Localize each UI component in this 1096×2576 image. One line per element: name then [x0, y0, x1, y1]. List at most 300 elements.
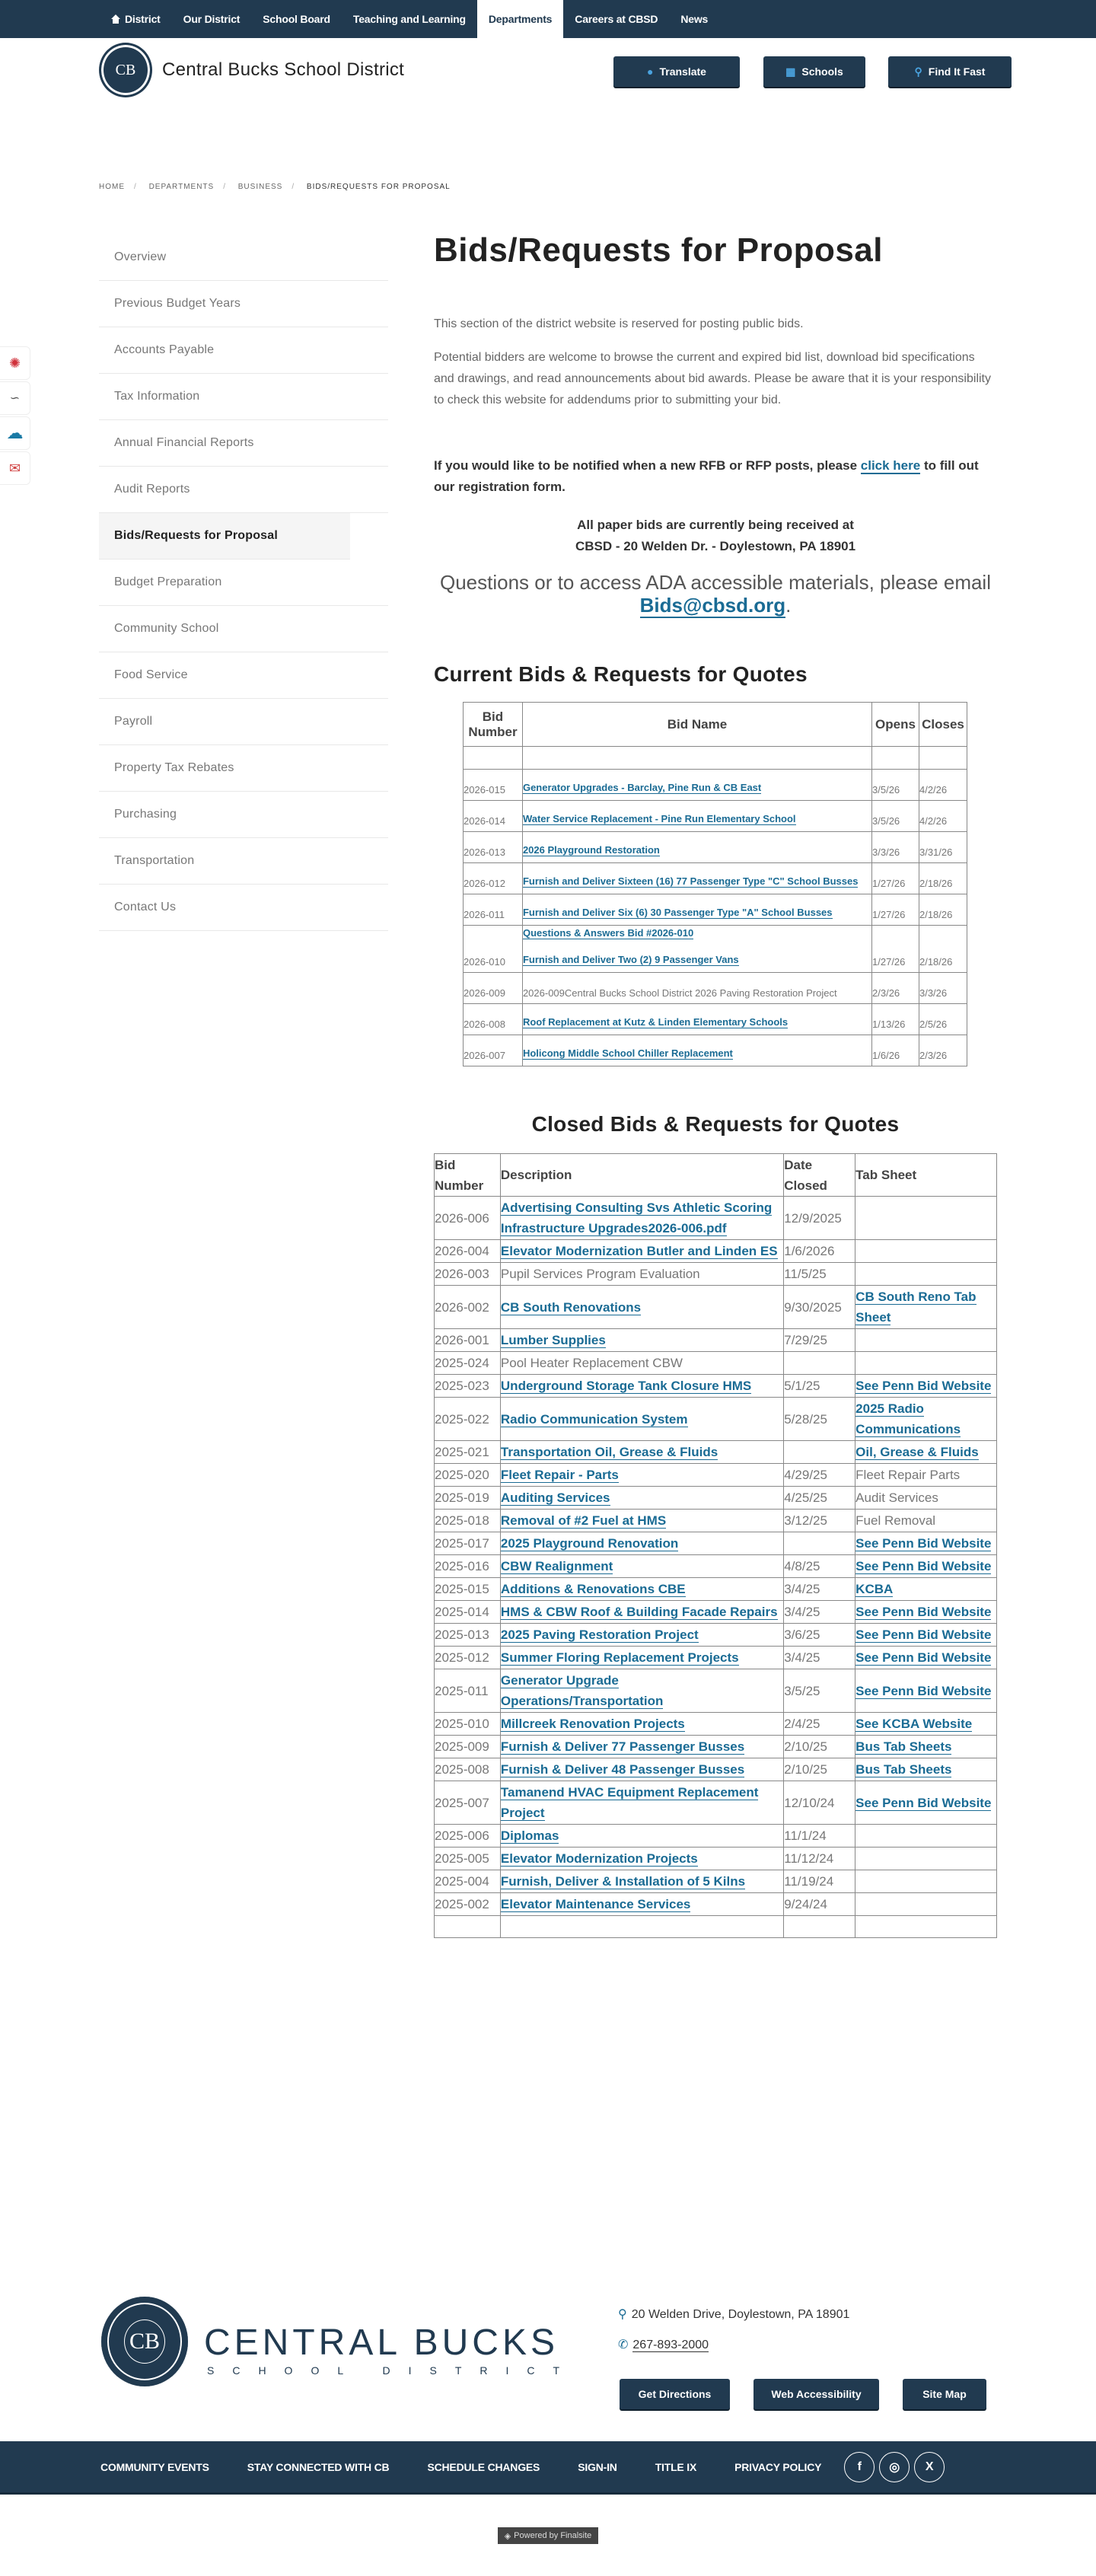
table-row — [435, 1555, 997, 1578]
closes-date: 2/5/26 — [919, 1004, 967, 1035]
sidebar-item-payroll[interactable]: Payroll — [99, 699, 388, 745]
table-row — [435, 1510, 997, 1532]
sidebar-item-overview[interactable]: Overview — [99, 234, 388, 281]
description-cell — [500, 1375, 783, 1398]
district-logo[interactable] — [99, 43, 152, 97]
col-bid-name: Bid Name — [522, 703, 871, 747]
bid-number: 2025-019 — [435, 1487, 501, 1510]
opens-date: 3/5/26 — [872, 770, 919, 801]
get-directions-button[interactable]: Get Directions — [620, 2379, 730, 2409]
table-row — [435, 1758, 997, 1781]
bid-name-cell — [522, 926, 871, 973]
table-cell — [522, 747, 871, 770]
bid-number: 2026-003 — [435, 1263, 501, 1286]
sidebar-item-accounts-payable[interactable]: Accounts Payable — [99, 327, 388, 374]
intro-paragraph-2: Potential bidders are welcome to browse the current and expired bid list, download bid specifications and drawings, and read announcements about bid awards. Please be aware that it is your responsibility to check this website for addendums prior to submitting your bid. — [434, 351, 991, 406]
web-accessibility-button[interactable]: Web Accessibility — [754, 2379, 879, 2409]
tab-sheet-cell — [855, 1825, 997, 1848]
tab-sheet-cell — [855, 1578, 997, 1601]
nav-our-district[interactable]: Our District — [183, 13, 241, 25]
bid-name-link[interactable]: Questions & Answers Bid #2026-010 — [522, 927, 694, 939]
opens-date: 1/27/26 — [872, 863, 919, 894]
tab-sheet-link[interactable]: See Penn Bid Website — [855, 1559, 992, 1573]
breadcrumb-separator: / — [223, 183, 226, 191]
description-cell — [500, 1624, 783, 1647]
table-cell — [872, 747, 919, 770]
date-closed: 5/28/25 — [784, 1398, 855, 1441]
col-tab-sheet: Tab Sheet — [855, 1154, 997, 1197]
closes-date: 2/18/26 — [919, 926, 967, 973]
notify-paragraph — [434, 455, 997, 498]
home-icon — [110, 14, 121, 24]
col-bid-number: Bid Number — [464, 703, 523, 747]
table-row — [435, 1398, 997, 1441]
table-row — [464, 770, 967, 801]
opens-date: 3/5/26 — [872, 801, 919, 832]
bid-name-link[interactable]: 2026 Playground Restoration — [522, 844, 660, 856]
date-closed — [784, 1532, 855, 1555]
bid-number: 2026-009 — [464, 973, 523, 1004]
breadcrumb-home[interactable]: HOME — [99, 183, 125, 191]
tab-sheet-cell — [855, 1197, 997, 1240]
tab-sheet-link[interactable]: See KCBA Website — [855, 1717, 973, 1731]
tab-sheet-cell — [855, 1263, 997, 1286]
privacy-policy-link[interactable]: PRIVACY POLICY — [734, 2460, 822, 2473]
site-map-button[interactable]: Site Map — [903, 2379, 986, 2409]
table-row — [435, 1825, 997, 1848]
sidebar-item-tax-information[interactable]: Tax Information — [99, 374, 388, 420]
schedule-changes-link[interactable]: SCHEDULE CHANGES — [427, 2460, 540, 2473]
sidebar-item-bids-rfp[interactable]: Bids/Requests for Proposal — [99, 513, 350, 560]
tab-sheet-cell — [855, 1781, 997, 1825]
tab-sheet-link[interactable]: Bus Tab Sheets — [855, 1739, 952, 1754]
bid-number: 2025-016 — [435, 1555, 501, 1578]
description-cell — [500, 1736, 783, 1758]
description-link[interactable]: Additions & Renovations CBE — [500, 1582, 686, 1596]
col-description: Description — [500, 1154, 783, 1197]
description-link[interactable]: Millcreek Renovation Projects — [500, 1717, 685, 1731]
nav-district[interactable] — [99, 0, 172, 38]
closes-date: 2/3/26 — [919, 1035, 967, 1066]
sidebar-item-community-school[interactable]: Community School — [99, 606, 388, 652]
table-row — [464, 894, 967, 926]
description-cell — [500, 1263, 783, 1286]
date-closed: 3/5/25 — [784, 1669, 855, 1713]
date-closed — [784, 1352, 855, 1375]
breadcrumb-departments[interactable]: DEPARTMENTS — [148, 183, 215, 191]
description-link[interactable]: Elevator Modernization Butler and Linden ES — [500, 1244, 778, 1258]
nav-departments[interactable]: Departments — [477, 0, 563, 38]
description-cell — [500, 1870, 783, 1893]
footer-district-name: CENTRAL BUCKS — [204, 2323, 559, 2363]
description-link[interactable]: Furnish & Deliver 77 Passenger Busses — [500, 1739, 745, 1754]
table-row — [435, 1736, 997, 1758]
tab-sheet-cell — [855, 1736, 997, 1758]
date-closed: 7/29/25 — [784, 1329, 855, 1352]
description-link[interactable]: Transportation Oil, Grease & Fluids — [500, 1445, 718, 1459]
find-it-fast-button[interactable] — [888, 56, 1012, 87]
tab-sheet-cell — [855, 1624, 997, 1647]
breadcrumb-separator: / — [134, 183, 137, 191]
description-link[interactable]: CBW Realignment — [500, 1559, 613, 1573]
bid-number: 2025-020 — [435, 1464, 501, 1487]
footer-logo[interactable] — [101, 2297, 188, 2386]
closed-bids-table — [434, 1153, 997, 1938]
table-row-empty — [435, 1916, 997, 1938]
nav-careers[interactable]: Careers at CBSD — [575, 13, 658, 25]
bid-name-cell — [522, 894, 871, 926]
description-cell — [500, 1825, 783, 1848]
top-navigation — [0, 0, 1096, 38]
table-row — [435, 1240, 997, 1263]
stay-connected-link[interactable]: STAY CONNECTED WITH CB — [247, 2460, 390, 2473]
opens-date: 2/3/26 — [872, 973, 919, 1004]
translate-button[interactable] — [613, 56, 740, 87]
bid-number: 2025-010 — [435, 1713, 501, 1736]
bid-number: 2026-001 — [435, 1329, 501, 1352]
table-row — [435, 1352, 997, 1375]
phone-icon: ✆ — [618, 2338, 629, 2351]
tab-sheet-text: Fuel Removal — [855, 1513, 936, 1528]
date-closed: 3/4/25 — [784, 1601, 855, 1624]
tab-sheet-cell — [855, 1532, 997, 1555]
tab-sheet-link[interactable]: See Penn Bid Website — [855, 1628, 992, 1642]
bid-number: 2026-007 — [464, 1035, 523, 1066]
date-closed: 9/30/2025 — [784, 1286, 855, 1329]
tab-sheet-cell — [855, 1713, 997, 1736]
signature-icon[interactable]: ∽ — [0, 381, 30, 415]
description-link[interactable]: Fleet Repair - Parts — [500, 1468, 619, 1482]
tab-sheet-link[interactable]: See Penn Bid Website — [855, 1379, 992, 1393]
bid-number: 2025-004 — [435, 1870, 501, 1893]
bid-number: 2026-008 — [464, 1004, 523, 1035]
description-link[interactable]: CB South Renovations — [500, 1299, 642, 1315]
opens-date: 1/6/26 — [872, 1035, 919, 1066]
date-closed: 1/6/2026 — [784, 1240, 855, 1263]
description-link[interactable]: HMS & CBW Roof & Building Facade Repairs — [500, 1605, 778, 1619]
breadcrumb — [99, 183, 451, 191]
tab-sheet-link[interactable]: See Penn Bid Website — [855, 1605, 992, 1619]
tab-sheet-link[interactable]: See Penn Bid Website — [855, 1795, 992, 1810]
description-link[interactable]: Auditing Services — [500, 1490, 610, 1505]
nav-news[interactable]: News — [680, 13, 709, 25]
description-cell — [500, 1197, 783, 1240]
description-cell — [500, 1781, 783, 1825]
bid-name-link[interactable]: Roof Replacement at Kutz & Linden Elementary Schools — [522, 1016, 789, 1028]
table-row — [435, 1464, 997, 1487]
description-link[interactable]: 2025 Playground Renovation — [500, 1536, 679, 1551]
bid-number: 2025-017 — [435, 1532, 501, 1555]
tab-sheet-text: Fleet Repair Parts — [855, 1468, 961, 1482]
notify-text-end: to fill out our registration form. — [434, 458, 979, 494]
bid-name-link[interactable]: Furnish and Deliver Two (2) 9 Passenger Vans — [522, 954, 739, 965]
description-link[interactable]: Summer Floring Replacement Projects — [500, 1650, 739, 1665]
opens-date: 1/27/26 — [872, 926, 919, 973]
bid-number: 2026-006 — [435, 1197, 501, 1240]
sidebar-item-food-service[interactable]: Food Service — [99, 652, 388, 699]
description-link[interactable]: Elevator Modernization Projects — [500, 1851, 698, 1866]
x-twitter-icon[interactable]: X — [914, 2452, 945, 2482]
table-row — [435, 1286, 997, 1329]
social-links — [844, 2452, 945, 2482]
sidebar-item-property-tax-rebates[interactable]: Property Tax Rebates — [99, 745, 388, 792]
description-text: Pool Heater Replacement CBW — [500, 1356, 683, 1370]
description-link[interactable]: Lumber Supplies — [500, 1333, 606, 1347]
description-link[interactable]: Furnish, Deliver & Installation of 5 Kilns — [500, 1874, 746, 1889]
description-cell — [500, 1329, 783, 1352]
paper-bids-notice — [434, 515, 997, 557]
bid-number: 2026-015 — [464, 770, 523, 801]
bid-number: 2025-011 — [435, 1669, 501, 1713]
sidebar-item-contact-us[interactable]: Contact Us — [99, 885, 388, 931]
sidebar-item-budget-preparation[interactable]: Budget Preparation — [99, 560, 388, 606]
tab-sheet-cell — [855, 1375, 997, 1398]
bid-name-cell — [522, 863, 871, 894]
sidebar-item-previous-budget-years[interactable]: Previous Budget Years — [99, 281, 388, 327]
table-row — [435, 1848, 997, 1870]
community-events-link[interactable]: COMMUNITY EVENTS — [100, 2460, 209, 2473]
bid-number: 2025-009 — [435, 1736, 501, 1758]
table-row — [464, 1035, 967, 1066]
bid-number: 2025-022 — [435, 1398, 501, 1441]
bid-name-cell — [522, 770, 871, 801]
site-header — [0, 38, 1096, 107]
bid-name-link[interactable]: Water Service Replacement - Pine Run Elementary School — [522, 813, 796, 824]
schools-button[interactable] — [763, 56, 865, 87]
bid-number: 2026-004 — [435, 1240, 501, 1263]
table-row — [435, 1532, 997, 1555]
bid-name-cell — [522, 1035, 871, 1066]
search-icon: ⚲ — [914, 65, 922, 78]
instagram-icon[interactable]: ◎ — [879, 2452, 910, 2482]
bid-number: 2025-012 — [435, 1647, 501, 1669]
date-closed: 11/5/25 — [784, 1263, 855, 1286]
tab-sheet-link[interactable]: See Penn Bid Website — [855, 1536, 992, 1551]
bid-number: 2026-002 — [435, 1286, 501, 1329]
table-cell — [464, 747, 523, 770]
page-title: Bids/Requests for Proposal — [434, 231, 884, 269]
closes-date: 3/31/26 — [919, 832, 967, 863]
bid-number: 2025-005 — [435, 1848, 501, 1870]
tab-sheet-link[interactable]: KCBA — [855, 1582, 894, 1596]
table-cell — [919, 747, 967, 770]
description-cell — [500, 1398, 783, 1441]
ada-text: Questions or to access ADA accessible materials, please email — [439, 571, 991, 594]
tab-sheet-cell — [855, 1848, 997, 1870]
bid-name-link[interactable]: Furnish and Deliver Six (6) 30 Passenger Type "A" School Busses — [522, 907, 833, 918]
bid-number: 2026-011 — [464, 894, 523, 926]
date-closed — [784, 1441, 855, 1464]
tab-sheet-link[interactable]: See Penn Bid Website — [855, 1683, 992, 1698]
floating-toolbar — [0, 346, 32, 486]
table-row-empty — [464, 747, 967, 770]
main-content — [434, 228, 997, 1938]
description-cell — [500, 1286, 783, 1329]
bid-number: 2025-006 — [435, 1825, 501, 1848]
bid-number: 2025-007 — [435, 1781, 501, 1825]
tab-sheet-cell — [855, 1464, 997, 1487]
table-row — [435, 1329, 997, 1352]
sidebar-item-annual-financial-reports[interactable]: Annual Financial Reports — [99, 420, 388, 467]
bid-name-link[interactable]: Generator Upgrades - Barclay, Pine Run & CB East — [522, 782, 762, 793]
date-closed: 4/8/25 — [784, 1555, 855, 1578]
bid-name-cell — [522, 1004, 871, 1035]
current-bids-table — [463, 702, 967, 1066]
bid-name-cell — [522, 832, 871, 863]
powered-by-badge[interactable] — [498, 2527, 598, 2544]
bid-number: 2025-015 — [435, 1578, 501, 1601]
opens-date: 1/13/26 — [872, 1004, 919, 1035]
description-text: Pupil Services Program Evaluation — [500, 1267, 700, 1281]
sidebar-item-transportation[interactable]: Transportation — [99, 838, 388, 885]
table-cell — [500, 1916, 783, 1938]
table-row — [435, 1263, 997, 1286]
col-opens: Opens — [872, 703, 919, 747]
breadcrumb-current: BIDS/REQUESTS FOR PROPOSAL — [306, 183, 451, 191]
date-closed: 12/9/2025 — [784, 1197, 855, 1240]
tab-sheet-cell — [855, 1487, 997, 1510]
bid-number: 2025-024 — [435, 1352, 501, 1375]
description-cell — [500, 1510, 783, 1532]
table-row — [464, 801, 967, 832]
tab-sheet-link[interactable]: Oil, Grease & Fluids — [855, 1445, 979, 1459]
bid-name-link[interactable]: Furnish and Deliver Sixteen (16) 77 Passenger Type "C" School Busses — [522, 875, 859, 887]
current-bids-heading: Current Bids & Requests for Quotes — [434, 662, 808, 686]
bid-number: 2025-014 — [435, 1601, 501, 1624]
facebook-icon[interactable]: f — [844, 2452, 875, 2482]
tab-sheet-link[interactable]: CB South Reno Tab Sheet — [855, 1290, 977, 1325]
tab-sheet-link[interactable]: See Penn Bid Website — [855, 1650, 992, 1665]
tab-sheet-link[interactable]: 2025 Radio Communications — [855, 1401, 961, 1436]
date-closed: 3/4/25 — [784, 1578, 855, 1601]
registration-link[interactable]: click here — [860, 458, 921, 473]
mail-alert-icon[interactable]: ✉ — [0, 451, 30, 485]
footer-bottom-bar — [0, 2441, 1096, 2495]
table-row — [435, 1669, 997, 1713]
description-cell — [500, 1601, 783, 1624]
nav-district-label: District — [125, 13, 161, 25]
table-row — [435, 1893, 997, 1916]
title-ix-link[interactable]: TITLE IX — [655, 2460, 697, 2473]
description-link[interactable]: Radio Communication System — [500, 1411, 688, 1427]
tab-sheet-cell — [855, 1352, 997, 1375]
table-row — [435, 1487, 997, 1510]
footer-logo-monogram: CB — [129, 2329, 161, 2354]
description-cell — [500, 1647, 783, 1669]
tab-sheet-cell — [855, 1870, 997, 1893]
table-row — [464, 926, 967, 973]
tab-sheet-cell — [855, 1601, 997, 1624]
tab-sheet-cell — [855, 1647, 997, 1669]
tab-sheet-link[interactable]: Bus Tab Sheets — [855, 1762, 952, 1777]
description-cell — [500, 1578, 783, 1601]
description-link[interactable]: Removal of #2 Fuel at HMS — [500, 1513, 667, 1528]
bid-number: 2026-013 — [464, 832, 523, 863]
date-closed: 11/19/24 — [784, 1870, 855, 1893]
table-row — [435, 1441, 997, 1464]
tab-sheet-cell — [855, 1329, 997, 1352]
description-link[interactable]: Generator Upgrade Operations/Transportation — [500, 1673, 664, 1708]
description-link[interactable]: Elevator Maintenance Services — [500, 1897, 691, 1911]
footer-address-text: 20 Welden Drive, Doylestown, PA 18901 — [631, 2308, 850, 2321]
sidebar-item-purchasing[interactable]: Purchasing — [99, 792, 388, 838]
footer-district-sub: SCHOOL DISTRICT — [207, 2364, 578, 2377]
opens-date: 1/27/26 — [872, 894, 919, 926]
logo-monogram: CB — [115, 61, 136, 78]
closed-bids-heading: Closed Bids & Requests for Quotes — [531, 1112, 900, 1136]
tab-sheet-cell — [855, 1758, 997, 1781]
footer-phone-link[interactable]: 267-893-2000 — [632, 2338, 709, 2351]
date-closed: 3/4/25 — [784, 1647, 855, 1669]
sidebar-item-audit-reports[interactable]: Audit Reports — [99, 467, 388, 513]
bid-name-cell — [522, 973, 871, 1004]
description-link[interactable]: Tamanend HVAC Equipment Replacement Project — [500, 1785, 759, 1820]
description-link[interactable]: Diplomas — [500, 1828, 559, 1843]
bid-number: 2026-012 — [464, 863, 523, 894]
tab-sheet-cell — [855, 1398, 997, 1441]
date-closed: 5/1/25 — [784, 1375, 855, 1398]
table-row — [435, 1713, 997, 1736]
date-closed: 9/24/24 — [784, 1893, 855, 1916]
tab-sheet-cell — [855, 1510, 997, 1532]
description-cell — [500, 1352, 783, 1375]
date-closed: 11/1/24 — [784, 1825, 855, 1848]
cloud-icon[interactable]: ☁ — [0, 416, 30, 450]
table-cell — [784, 1916, 855, 1938]
col-bid-number: Bid Number — [435, 1154, 501, 1197]
bids-email-link[interactable]: Bids@cbsd.org — [639, 594, 786, 617]
date-closed: 4/29/25 — [784, 1464, 855, 1487]
bid-number: 2025-002 — [435, 1893, 501, 1916]
translate-label: Translate — [659, 65, 706, 78]
description-cell — [500, 1893, 783, 1916]
canvas-icon[interactable]: ✺ — [0, 346, 30, 380]
table-row — [435, 1781, 997, 1825]
nav-school-board[interactable]: School Board — [263, 13, 330, 25]
notify-text: If you would like to be notified when a new RFB or RFP posts, please — [434, 458, 861, 473]
nav-teaching-learning[interactable]: Teaching and Learning — [352, 13, 466, 25]
table-row — [435, 1647, 997, 1669]
description-cell — [500, 1758, 783, 1781]
description-link[interactable]: 2025 Paving Restoration Project — [500, 1628, 699, 1642]
date-closed: 4/25/25 — [784, 1487, 855, 1510]
description-link[interactable]: Furnish & Deliver 48 Passenger Busses — [500, 1762, 745, 1777]
opens-date: 3/3/26 — [872, 832, 919, 863]
description-link[interactable]: Advertising Consulting Svs Athletic Scoring Infrastructure Upgrades2026-006.pdf — [500, 1200, 773, 1235]
site-name[interactable]: Central Bucks School District — [162, 59, 405, 80]
bid-name-link[interactable]: Holicong Middle School Chiller Replacement — [522, 1047, 733, 1059]
breadcrumb-business[interactable]: BUSINESS — [237, 183, 283, 191]
finalsite-icon: ◈ — [504, 2531, 511, 2541]
date-closed: 2/4/25 — [784, 1713, 855, 1736]
date-closed: 3/12/25 — [784, 1510, 855, 1532]
bid-number: 2026-010 — [464, 926, 523, 973]
bid-number: 2025-018 — [435, 1510, 501, 1532]
table-row — [464, 832, 967, 863]
table-row — [435, 1197, 997, 1240]
description-cell — [500, 1441, 783, 1464]
school-icon: ▦ — [785, 65, 796, 78]
description-link[interactable]: Underground Storage Tank Closure HMS — [500, 1379, 752, 1393]
col-date-closed: Date Closed — [784, 1154, 855, 1197]
sign-in-link[interactable]: SIGN-IN — [578, 2460, 617, 2473]
table-row — [464, 973, 967, 1004]
description-cell — [500, 1532, 783, 1555]
bid-number: 2025-008 — [435, 1758, 501, 1781]
date-closed: 2/10/25 — [784, 1758, 855, 1781]
ada-text-end: . — [785, 594, 792, 617]
closes-date: 2/18/26 — [919, 863, 967, 894]
